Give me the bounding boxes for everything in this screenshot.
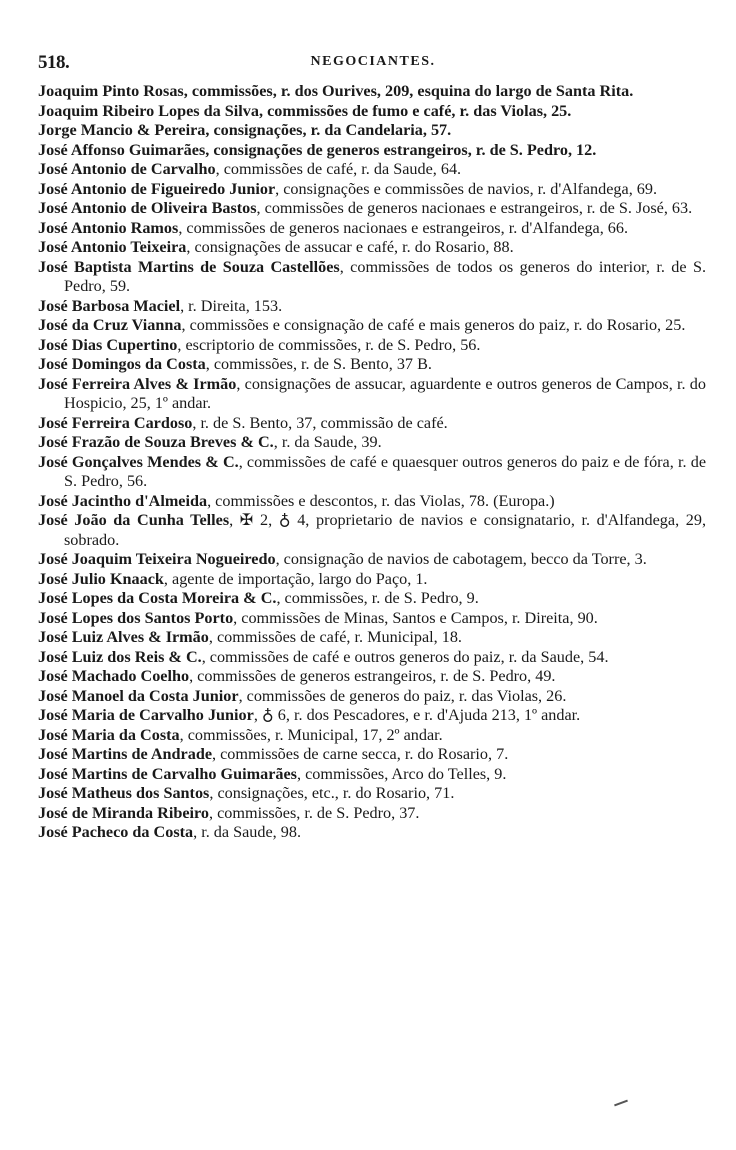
directory-entry xyxy=(38,316,706,336)
merchant-details: , commissões, r. de S. Pedro, 37. xyxy=(209,803,420,822)
directory-entry xyxy=(38,160,706,180)
merchant-details: , commissões de generos nacionaes e estrangeiros, r. de S. José, 63. xyxy=(256,199,693,217)
merchant-details: , commissões de café, r. da Saude, 64. xyxy=(215,160,462,178)
merchant-details: , consignação de navios de cabotagem, becco da Torre, 3. xyxy=(275,550,647,568)
merchant-name: José Luiz Alves & Irmão xyxy=(38,628,209,646)
merchant-name: José Julio Knaack xyxy=(38,569,164,588)
directory-entry xyxy=(38,375,706,414)
merchant-details: , commissões, r. Municipal, 17, 2º andar. xyxy=(179,725,443,744)
directory-entry xyxy=(38,141,706,161)
section-title: NEGOCIANTES. xyxy=(310,54,436,69)
merchant-details: , r. de S. Bento, 37, commissão de café. xyxy=(192,413,448,432)
merchant-details: , consignações de assucar e café, r. do Rosario, 88. xyxy=(186,238,514,256)
directory-entry xyxy=(38,687,706,707)
merchant-name: José Ferreira Cardoso xyxy=(38,413,193,432)
merchant-details: , commissões de café e quaesquer outros generos do paiz e de fóra, r. de S. Pedro, 56. xyxy=(64,452,707,490)
directory-entry xyxy=(38,355,706,375)
merchant-details: , commissões de generos do paiz, r. das Violas, 26. xyxy=(238,686,567,705)
directory-entry xyxy=(38,609,706,629)
merchant-name: José Gonçalves Mendes & C. xyxy=(38,452,239,471)
merchant-details: , escriptorio de commissões, r. de S. Pedro, 56. xyxy=(177,335,481,354)
merchant-name: José Matheus dos Santos xyxy=(38,784,210,802)
directory-entry xyxy=(38,258,706,297)
merchant-details: , ✠ 2, ♁ 4, proprietario de navios e consignatario, r. d'Alfandega, 29, sobrado. xyxy=(64,511,706,549)
directory-entry xyxy=(38,180,706,200)
merchant-name: José Antonio de Figueiredo Junior xyxy=(38,179,276,198)
merchant-details: , consignações, r. da Candelaria, 57. xyxy=(205,121,452,139)
merchant-details: , r. Direita, 153. xyxy=(180,296,283,315)
page-number: 518. xyxy=(38,52,70,73)
directory-entry xyxy=(38,570,706,590)
ink-mark xyxy=(614,1100,628,1107)
directory-entry xyxy=(38,726,706,746)
merchant-name: José Frazão de Souza Breves & C. xyxy=(38,433,274,451)
merchant-name: José Antonio Ramos xyxy=(38,218,179,237)
directory-entry xyxy=(38,511,706,550)
directory-entry xyxy=(38,82,706,102)
directory-entry xyxy=(38,823,706,843)
merchant-details: , consignações de generos estrangeiros, r. de S. Pedro, 12. xyxy=(205,140,597,159)
merchant-details: , commissões de carne secca, r. do Rosario, 7. xyxy=(212,745,509,763)
merchant-name: José Antonio Teixeira xyxy=(38,238,187,256)
merchant-details: , consignações de assucar, aguardente e outros generos de Campos, r. do Hospicio, 25, 1º andar. xyxy=(64,374,706,412)
merchant-name: José de Miranda Ribeiro xyxy=(38,803,210,822)
merchant-name: Jorge Mancio & Pereira xyxy=(38,121,206,139)
merchant-name: José da Cruz Vianna xyxy=(38,316,182,334)
merchant-name: José Machado Coelho xyxy=(38,667,190,685)
directory-entry xyxy=(38,219,706,239)
merchant-details: , commissões de generos nacionaes e estrangeiros, r. d'Alfandega, 66. xyxy=(178,218,629,237)
directory-entry xyxy=(38,667,706,687)
directory-entry xyxy=(38,297,706,317)
merchant-name: José Dias Cupertino xyxy=(38,335,178,354)
merchant-details: , commissões, Arco do Telles, 9. xyxy=(296,764,507,783)
merchant-name: José Barbosa Maciel xyxy=(38,296,181,315)
directory-entry xyxy=(38,121,706,141)
merchant-name: José Jacintho d'Almeida xyxy=(38,491,208,510)
merchant-name: José Baptista Martins de Souza Castellões xyxy=(38,257,340,276)
merchant-name: José Lopes da Costa Moreira & C. xyxy=(38,589,277,607)
directory-entry xyxy=(38,414,706,434)
merchant-details: , commissões e consignação de café e mais generos do paiz, r. do Rosario, 25. xyxy=(181,316,686,334)
merchant-name: José João da Cunha Telles xyxy=(38,511,230,529)
merchant-details: , commissões de generos estrangeiros, r. de S. Pedro, 49. xyxy=(189,667,556,685)
directory-entry xyxy=(38,102,706,122)
merchant-name: José Manoel da Costa Junior xyxy=(38,686,239,705)
merchant-details: , commissões, r. dos Ourives, 209, esquina do largo de Santa Rita. xyxy=(183,82,634,100)
directory-entry xyxy=(38,199,706,219)
merchant-details: , commissões de café, r. Municipal, 18. xyxy=(208,628,462,646)
merchant-name: José Maria de Carvalho Junior xyxy=(38,706,254,724)
directory-entry xyxy=(38,745,706,765)
directory-entry xyxy=(38,628,706,648)
merchant-name: José Ferreira Alves & Irmão xyxy=(38,374,237,393)
directory-entry xyxy=(38,765,706,785)
merchant-details: , ♁ 6, r. dos Pescadores, e r. d'Ajuda 213, 1º andar. xyxy=(253,706,581,724)
merchant-name: Joaquim Pinto Rosas xyxy=(38,82,184,100)
merchant-details: , commissões de fumo e café, r. das Violas, 25. xyxy=(258,101,572,120)
merchant-name: José Joaquim Teixeira Nogueiredo xyxy=(38,550,276,568)
directory-entry xyxy=(38,492,706,512)
merchant-details: , consignações e commissões de navios, r. d'Alfandega, 69. xyxy=(275,179,658,198)
page-header xyxy=(38,52,708,76)
merchant-details: , r. da Saude, 98. xyxy=(193,823,302,841)
merchant-name: José Martins de Carvalho Guimarães xyxy=(38,764,297,783)
merchant-details: , commissões, r. de S. Bento, 37 B. xyxy=(205,355,432,373)
directory-entry xyxy=(38,648,706,668)
merchant-name: José Antonio de Oliveira Bastos xyxy=(38,199,257,217)
merchant-name: José Domingos da Costa xyxy=(38,355,206,373)
merchant-details: , agente de importação, largo do Paço, 1. xyxy=(163,569,428,588)
merchant-details: , commissões de Minas, Santos e Campos, r. Direita, 90. xyxy=(233,608,598,627)
directory-entry xyxy=(38,433,706,453)
directory-entry xyxy=(38,804,706,824)
merchant-name: Joaquim Ribeiro Lopes da Silva xyxy=(38,101,259,120)
directory-entry xyxy=(38,589,706,609)
directory-entry xyxy=(38,706,706,726)
directory-entry xyxy=(38,453,706,492)
merchant-name: José Pacheco da Costa xyxy=(38,823,194,841)
merchant-details: , commissões de café e outros generos do paiz, r. da Saude, 54. xyxy=(201,647,609,666)
merchant-details: , commissões de todos os generos do interior, r. de S. Pedro, 59. xyxy=(64,257,706,295)
directory-entry xyxy=(38,550,706,570)
merchant-directory-list xyxy=(38,82,706,843)
merchant-details: , commissões e descontos, r. das Violas, 78. (Europa.) xyxy=(207,491,555,510)
directory-entry xyxy=(38,336,706,356)
merchant-details: , r. da Saude, 39. xyxy=(273,433,382,451)
merchant-details: , consignações, etc., r. do Rosario, 71. xyxy=(209,784,455,802)
directory-entry xyxy=(38,238,706,258)
directory-entry xyxy=(38,784,706,804)
merchant-name: José Affonso Guimarães xyxy=(38,140,206,159)
merchant-name: José Martins de Andrade xyxy=(38,745,213,763)
merchant-name: José Lopes dos Santos Porto xyxy=(38,608,234,627)
merchant-name: José Maria da Costa xyxy=(38,725,180,744)
merchant-details: , commissões, r. de S. Pedro, 9. xyxy=(276,589,479,607)
merchant-name: José Luiz dos Reis & C. xyxy=(38,647,202,666)
merchant-name: José Antonio de Carvalho xyxy=(38,160,216,178)
